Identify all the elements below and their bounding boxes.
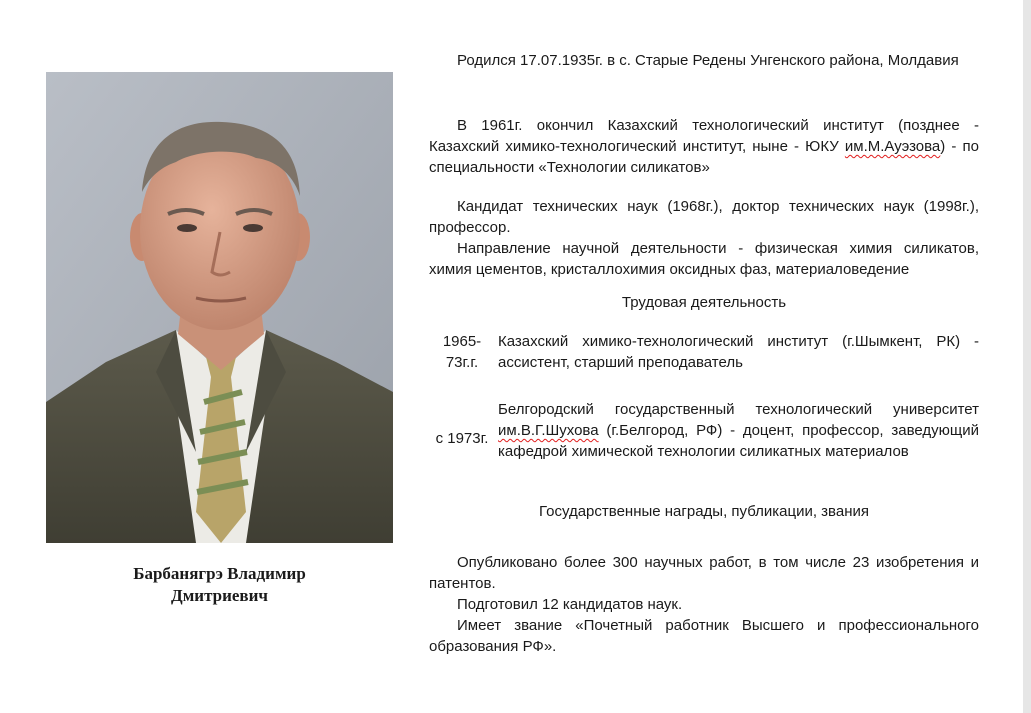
- career-place-text: Казахский химико-технологический институт (г.Шымкент, РК) - ассистент, старший преподаватель: [498, 333, 979, 371]
- portrait-photo: [46, 72, 393, 543]
- spellcheck-flag: им.М.Ауэзова: [844, 138, 941, 155]
- awards-block: [429, 552, 979, 657]
- person-name-line-2: Дмитриевич: [171, 586, 268, 605]
- bio-education: [429, 115, 979, 178]
- career-heading: Трудовая деятельность: [621, 294, 787, 311]
- page-edge: [1023, 0, 1031, 713]
- career-place-text-end: (г.Белгород, РФ) - доцент, профессор, заведующий кафедрой химической технологии силикатных материалов: [498, 422, 979, 460]
- career-place: [498, 331, 979, 373]
- bio-degrees: Кандидат технических наук (1968г.), доктор технических наук (1998г.), профессор.: [429, 198, 979, 236]
- awards-heading: Государственные награды, публикации, звания: [539, 503, 869, 520]
- career-period: с 1973г.: [435, 430, 489, 447]
- awards-publications: Опубликовано более 300 научных работ, в том числе 23 изобретения и патентов.: [429, 554, 979, 592]
- person-name-line-1: Барбанягрэ Владимир: [133, 564, 306, 583]
- bio-degrees-block: [429, 196, 979, 280]
- career-period: 1965-73г.г.: [442, 333, 482, 371]
- awards-title: Имеет звание «Почетный работник Высшего и профессионального образования РФ».: [429, 617, 979, 655]
- awards-students: Подготовил 12 кандидатов наук.: [457, 596, 683, 613]
- bio-education-text: В 1961г. окончил Казахский технологический институт (позднее - Казахский химико-технологический институт, ныне - ЮКУ: [429, 117, 979, 155]
- bio-birth: Родился 17.07.1935г. в с. Старые Редены Унгенского района, Молдавия: [457, 52, 959, 69]
- career-place-flag: им.В.Г.Шухова: [498, 422, 599, 439]
- career-place: [498, 399, 979, 462]
- person-name: [46, 563, 393, 607]
- bio-education-text-end: ) - по специальности «Технологии силикатов»: [429, 138, 979, 176]
- bio-research: Направление научной деятельности - физическая химия силикатов, химия цементов, кристаллохимия оксидных фаз, материаловедение: [429, 240, 979, 278]
- career-place-text: Белгородский государственный технологический университет: [498, 401, 979, 418]
- bio-education-block: [429, 115, 979, 178]
- bio-birth-block: [429, 50, 979, 71]
